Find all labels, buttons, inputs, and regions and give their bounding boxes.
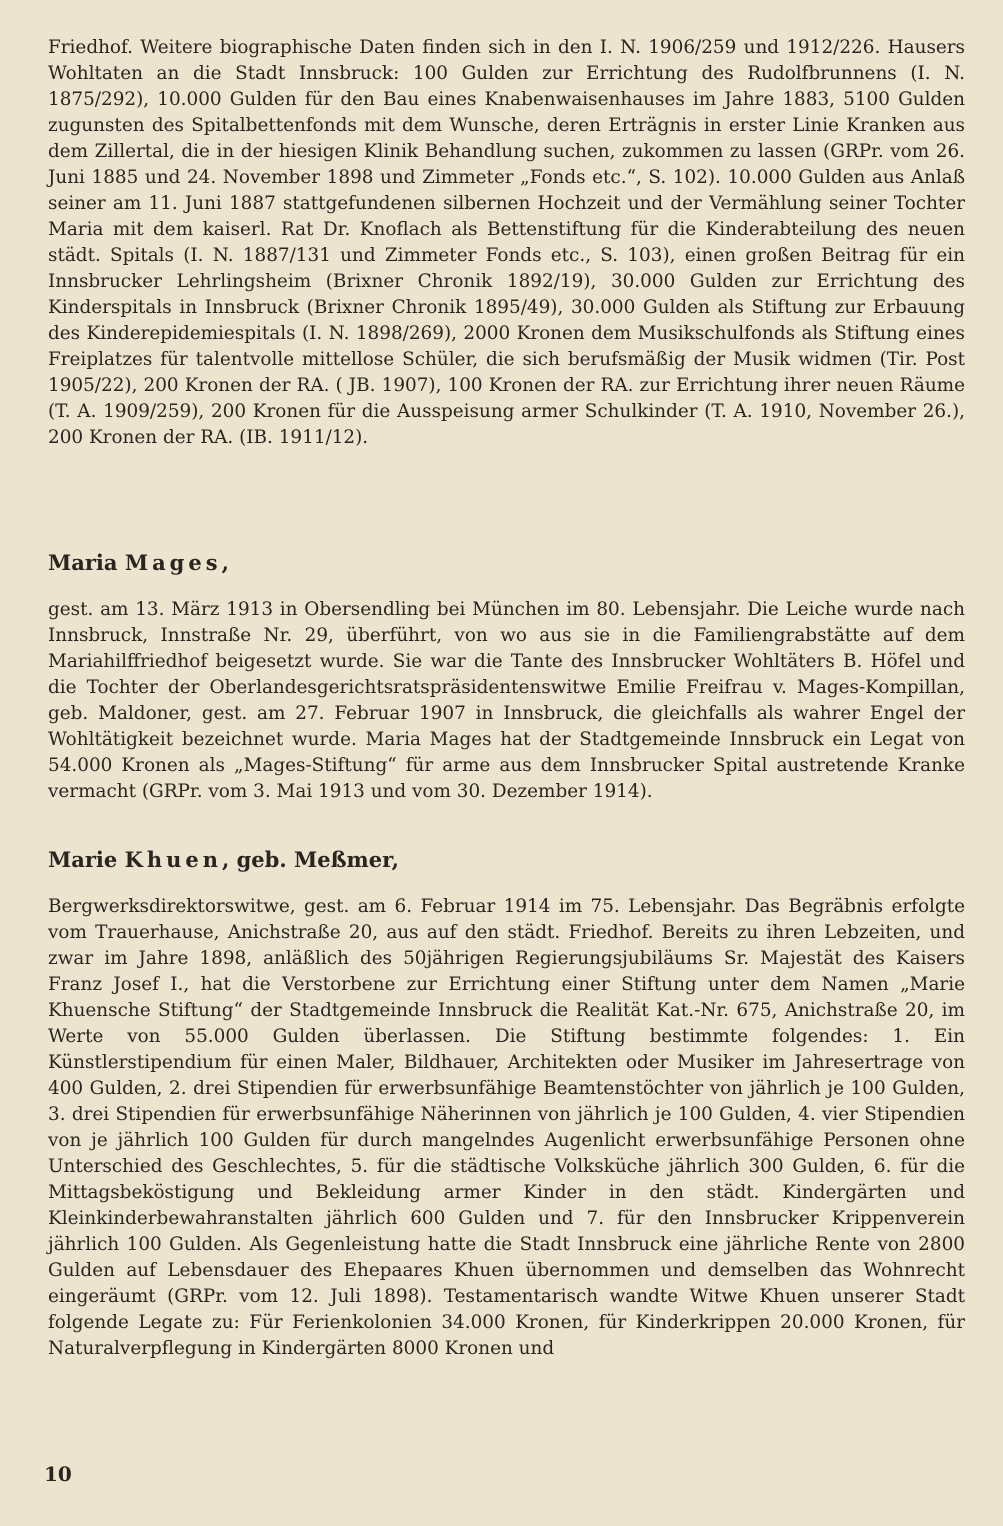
paragraph-hauser-continuation: Friedhof. Weitere biographische Daten finden sich in den I. N. 1906/259 und 1912/226. Hausers Wohltaten an die Stadt Innsbruck: 100 Gulden zur Errichtung des Rudolfbrunnens (I. N. 1875/292), 10.000 Gulden für den Bau eines Knabenwaisenhauses im Jahre 1883, 5100 Gulden zugunsten des Spitalbettenfonds mit dem Wunsche, deren Erträgnis in erster Linie Kranken aus dem Zillertal, die in der hiesigen Klinik Behandlung suchen, zukommen zu lassen (GRPr. vom 26. Juni 1885 und 24. November 1898 und Zimmeter „Fonds etc.“, S. 102). 10.000 Gulden aus Anlaß seiner am 11. Juni 1887 stattgefundenen silbernen Hochzeit und der Vermählung seiner Tochter Maria mit dem kaiserl. Rat Dr. Knoflach als Bettenstiftung für die Kinderabteilung des neuen städt. Spitals (I. N. 1887/131 und Zimmeter Fonds etc., S. 103), einen großen Beitrag für ein Innsbrucker Lehrlingsheim (Brixner Chronik 1892/19), 30.000 Gulden zur Errichtung des Kinderspitals in Innsbruck (Brixner Chronik 1895/49), 30.000 Gulden als Stiftung zur Erbauung des Kinderepidemiespitals (I. N. 1898/269), 2000 Kronen dem Musikschulfonds als Stiftung eines Freiplatzes für talentvolle mittellose Schüler, die sich berufsmäßig der Musik widmen (Tir. Post 1905/22), 200 Kronen der RA. ( JB. 1907), 100 Kronen der RA. zur Errichtung ihrer neuen Räume (T. A. 1909/259), 200 Kronen für die Ausspeisung armer Schulkinder (T. A. 1910, November 26.), 200 Kronen der RA. (IB. 1911/12). <box>48 37 965 448</box>
heading-first-name: Maria <box>48 550 118 575</box>
heading-surname: Khuen <box>124 847 222 872</box>
heading-marie-khuen <box>48 846 965 874</box>
heading-first-name: Marie <box>48 847 118 872</box>
page-number: 10 <box>44 1462 72 1486</box>
heading-surname: Mages <box>124 550 222 575</box>
heading-suffix: , geb. Meßmer, <box>222 847 399 872</box>
paragraph-maria-mages: gest. am 13. März 1913 in Obersendling bei München im 80. Lebensjahr. Die Leiche wurde nach Innsbruck, Innstraße Nr. 29, überführt, von wo aus sie in die Familiengrabstätte auf dem Mariahilffriedhof beigesetzt wurde. Sie war die Tante des Innsbrucker Wohltäters B. Höfel und die Tochter der Oberlandesgerichtsratspräsidentenswitwe Emilie Freifrau v. Mages-Kompillan, geb. Maldoner, gest. am 27. Februar 1907 in Innsbruck, die gleichfalls als wahrer Engel der Wohltätigkeit bezeichnet wurde. Maria Mages hat der Stadtgemeinde Innsbruck ein Legat von 54.000 Kronen als „Mages-Stiftung“ für arme aus dem Innsbrucker Spital austretende Kranke vermacht (GRPr. vom 3. Mai 1913 und vom 30. Dezember 1914). <box>48 599 965 802</box>
heading-suffix: , <box>221 550 229 575</box>
paragraph-marie-khuen: Bergwerksdirektorswitwe, gest. am 6. Februar 1914 im 75. Lebensjahr. Das Begräbnis erfolgte vom Trauerhause, Anichstraße 20, aus auf den städt. Friedhof. Bereits zu ihren Lebzeiten, und zwar im Jahre 1898, anläßlich des 50jährigen Regierungsjubiläums Sr. Majestät des Kaisers Franz Josef I., hat die Verstorbene zur Errichtung einer Stiftung unter dem Namen „Marie Khuensche Stiftung“ der Stadtgemeinde Innsbruck die Realität Kat.-Nr. 675, Anichstraße 20, im Werte von 55.000 Gulden überlassen. Die Stiftung bestimmte folgendes: 1. Ein Künstlerstipendium für einen Maler, Bildhauer, Architekten oder Musiker im Jahresertrage von 400 Gulden, 2. drei Stipendien für erwerbsunfähige Beamtenstöchter von jährlich je 100 Gulden, 3. drei Stipendien für erwerbsunfähige Näherinnen von jährlich je 100 Gulden, 4. vier Stipendien von je jährlich 100 Gulden für durch mangelndes Augenlicht erwerbsunfähige Personen ohne Unterschied des Geschlechtes, 5. für die städtische Volksküche jährlich 300 Gulden, 6. für die Mittagsbeköstigung und Bekleidung armer Kinder in den städt. Kindergärten und Kleinkinderbewahranstalten jährlich 600 Gulden und 7. für den Innsbrucker Krippenverein jährlich 100 Gulden. Als Gegenleistung hatte die Stadt Innsbruck eine jährliche Rente von 2800 Gulden auf Lebensdauer des Ehepaares Khuen übernommen und demselben das Wohnrecht eingeräumt (GRPr. vom 12. Juli 1898). Testamentarisch wandte Witwe Khuen unserer Stadt folgende Legate zu: Für Ferienkolonien 34.000 Kronen, für Kinderkrippen 20.000 Kronen, für Naturalverpflegung in Kindergärten 8000 Kronen und <box>48 896 965 1359</box>
heading-maria-mages <box>48 549 965 577</box>
